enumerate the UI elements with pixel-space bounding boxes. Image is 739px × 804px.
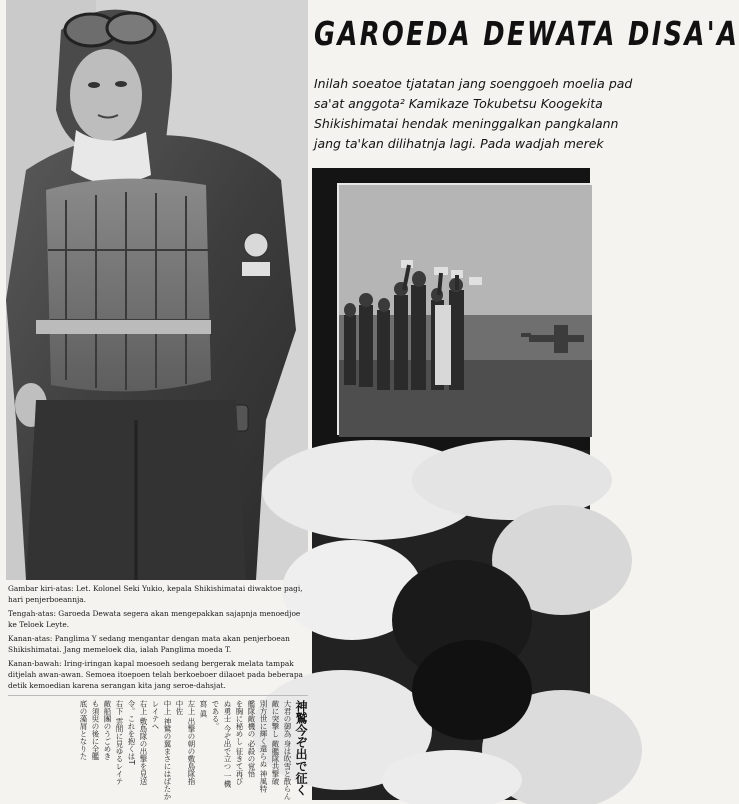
intro-line: Shikishimatai hendak meninggalkan pangkalann: [314, 116, 619, 131]
japanese-text-column: レイテへ: [151, 700, 160, 730]
japanese-text-column: 令。これを抱くはT: [127, 700, 136, 765]
intro-paragraph: [314, 74, 633, 154]
japanese-text-column: 大君の御為 身は吹雪と散らん: [283, 700, 292, 800]
japanese-text-column: 艦隊敵機の 必殺の覚悟: [247, 700, 256, 778]
japanese-text-column: 別方世に輝く還らぬ 神風特: [259, 700, 268, 793]
japanese-text-column: 寫 眞: [199, 700, 208, 718]
intro-line: sa'at anggota² Kamikaze Tokubetsu Koogekita: [314, 96, 603, 111]
japanese-text-column: を胸に秘めし 征きて再び: [235, 700, 244, 785]
caption-bottom-right: Kanan-bawah: Iring-iringan kapal moesoeh sedang bergerak melata tampak ditjelah awan-awan. Semoea itoepoen telah berkoeboer dilaoet pada beberapa detik kemoedian karena serangan kita jang seroe-dahsjat.: [8, 659, 303, 690]
caption-top-center: Tengah-atas: Garoeda Dewata segera akan mengepakkan sajapnja menoedjoe ke Teloek Leyte.: [8, 609, 301, 629]
japanese-vertical-text: [8, 695, 308, 800]
japanese-text-column: 敵に突撃し 敵艦隊共撃破: [271, 700, 280, 785]
japanese-text-column: 右上 敷島隊の出撃を見送: [139, 700, 148, 785]
japanese-text-column: である。: [211, 700, 220, 730]
japanese-text-column: 敵船團のうごめき: [103, 700, 112, 760]
article-headline: GAROEDA DEWATA DISA'A: [314, 14, 739, 53]
cloud-fleet-photo: [312, 450, 590, 800]
japanese-text-column: ぬ勇士 今ぞ出で立つ 一機: [223, 700, 232, 788]
japanese-text-column: 中佐: [175, 700, 184, 715]
caption-top-right: Kanan-atas: Panglima Y sedang mengantar dengan mata akan penjerboean Shikishimatai. Jang memeloek dia, ialah Panglima moeda T.: [8, 634, 290, 654]
caption-top-left: Gambar kiri-atas: Let. Kolonel Seki Yukio, kepala Shikishimatai diwaktoe pagi, hari penjerboeannja.: [8, 584, 303, 604]
farewell-crowd-photo: [337, 183, 590, 435]
intro-line: jang ta'kan dilihatnja lagi. Pada wadjah merek: [314, 136, 604, 151]
japanese-text-column: 中上 神鷲の翼まさにはばたか: [163, 700, 172, 800]
japanese-text-column: 右下 雲間に見ゆるレイテ: [115, 700, 124, 785]
japanese-headline: 神鷲今ぞ出で征く: [294, 700, 308, 796]
photo-captions: [8, 583, 308, 694]
japanese-text-column: 底の藻屑となりた: [79, 700, 88, 760]
japanese-text-column: 左上 出撃の朝の敷島隊指: [187, 700, 196, 785]
japanese-text-column: も須臾の後に全艦: [91, 700, 100, 760]
intro-line: Inilah soeatoe tjatatan jang soenggoeh moelia pad: [314, 76, 633, 91]
